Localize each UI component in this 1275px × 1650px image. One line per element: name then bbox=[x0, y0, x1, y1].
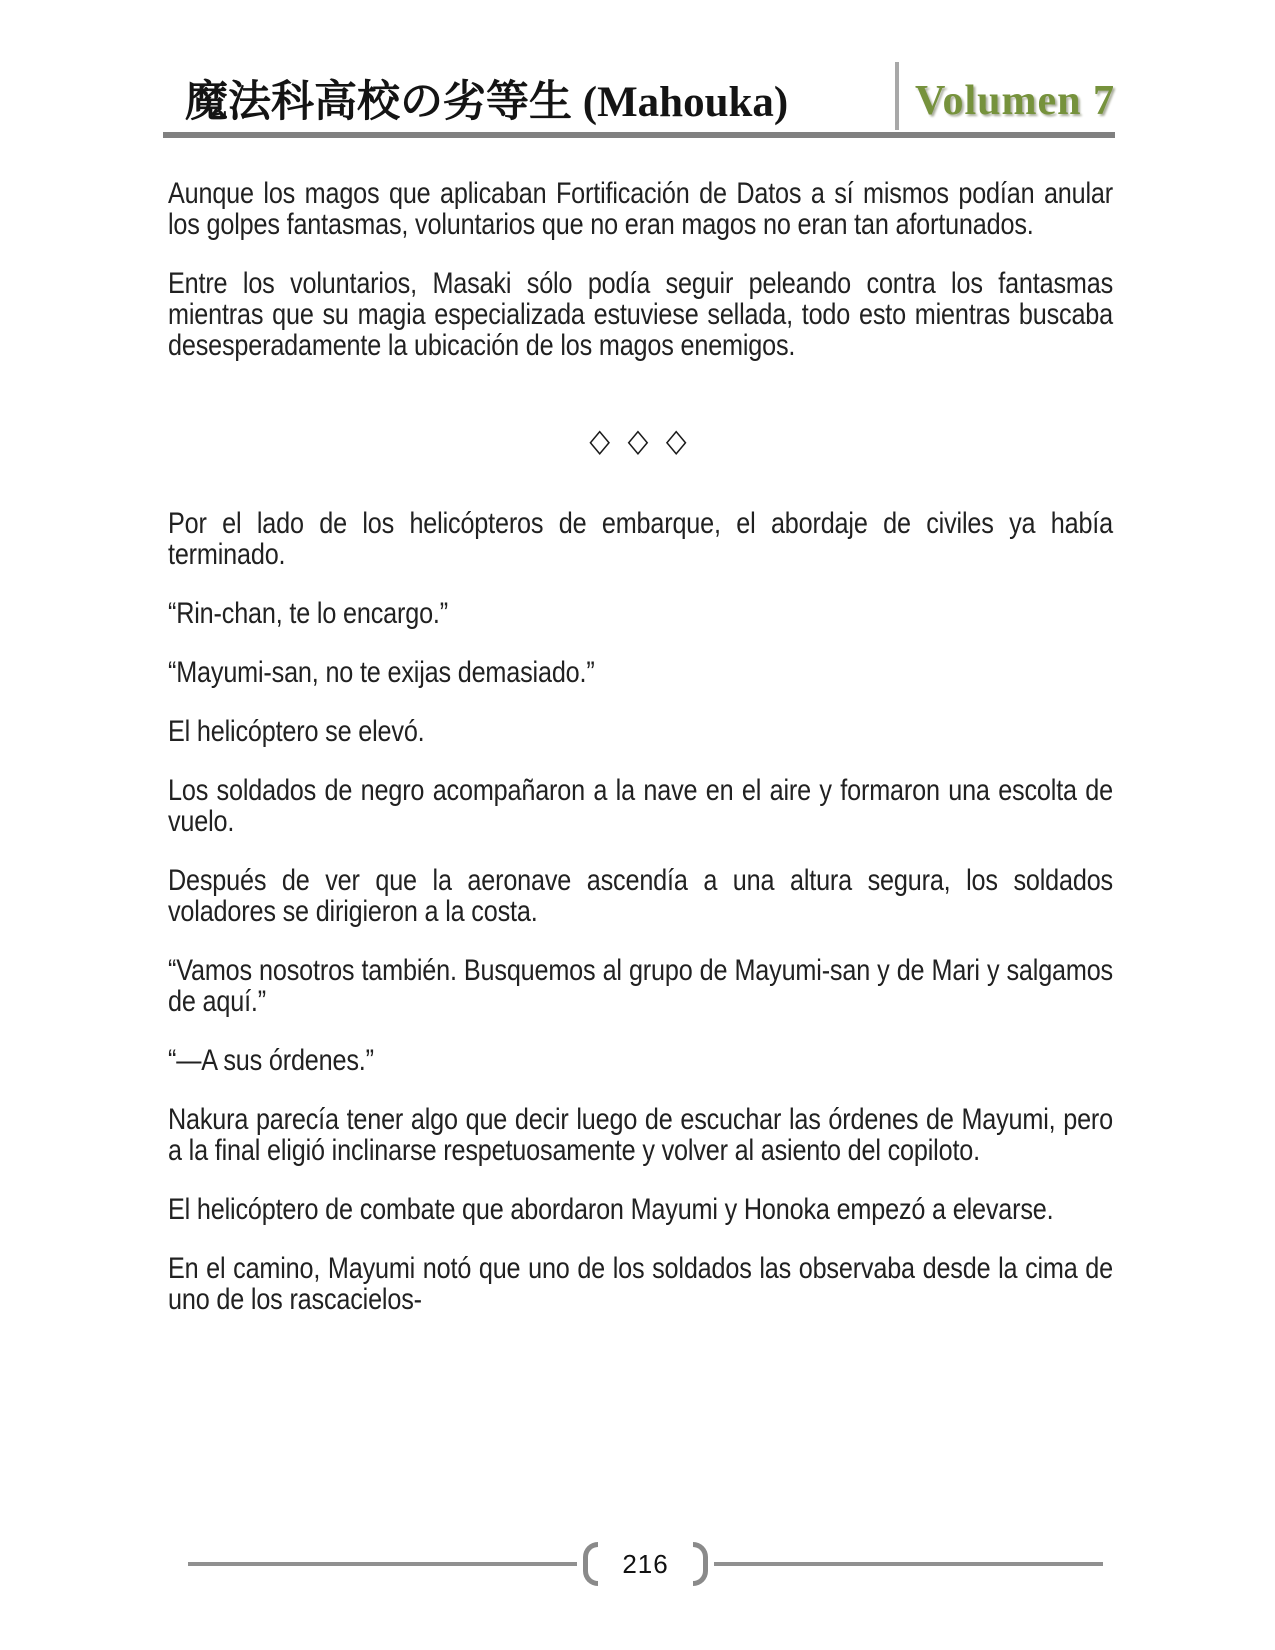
paragraph: Por el lado de los helicópteros de embarque, el abordaje de civiles ya había terminado. bbox=[168, 507, 1113, 571]
volume-label: Volumen 7 bbox=[915, 78, 1115, 124]
paragraph: “Mayumi-san, no te exijas demasiado.” bbox=[168, 656, 595, 689]
paragraph: Aunque los magos que aplicaban Fortificación de Datos a sí mismos podían anular los golpes fantasmas, voluntarios que no eran magos no eran tan afortunados. bbox=[168, 177, 1113, 241]
header-row bbox=[163, 62, 1115, 130]
page-body bbox=[168, 178, 1113, 1315]
paragraph: El helicóptero se elevó. bbox=[168, 715, 425, 748]
footer-rule-left bbox=[188, 1562, 577, 1566]
page-number-bracket-left-icon bbox=[583, 1542, 598, 1586]
paragraph: Entre los voluntarios, Masaki sólo podía seguir peleando contra los fantasmas mientras que su magia especializada estuviese sellada, todo esto mientras buscaba desesperadamente la ubicación de los magos enemigos. bbox=[168, 267, 1113, 362]
book-title: 魔法科高校の劣等生 (Mahouka) bbox=[185, 79, 789, 126]
header-rule bbox=[163, 132, 1115, 138]
paragraph: Los soldados de negro acompañaron a la nave en el aire y formaron una escolta de vuelo. bbox=[168, 774, 1113, 838]
footer-rule-right bbox=[714, 1562, 1103, 1566]
paragraph: “Vamos nosotros también. Busquemos al grupo de Mayumi-san y de Mari y salgamos de aquí.” bbox=[168, 954, 1113, 1018]
paragraph: “Rin-chan, te lo encargo.” bbox=[168, 597, 448, 630]
page-footer bbox=[188, 1542, 1103, 1586]
paragraph: “—A sus órdenes.” bbox=[168, 1044, 374, 1077]
paragraph: Después de ver que la aeronave ascendía a una altura segura, los soldados voladores se dirigieron a la costa. bbox=[168, 864, 1113, 928]
scene-break-separator: ◇ ◇ ◇ bbox=[589, 422, 692, 458]
paragraph: Nakura parecía tener algo que decir luego de escuchar las órdenes de Mayumi, pero a la final eligió inclinarse respetuosamente y volver al asiento del copiloto. bbox=[168, 1103, 1113, 1167]
paragraph: En el camino, Mayumi notó que uno de los soldados las observaba desde la cima de uno de los rascacielos- bbox=[168, 1252, 1113, 1316]
page-header bbox=[163, 62, 1115, 138]
page-number-bracket-right-icon bbox=[693, 1542, 708, 1586]
page-number: 216 bbox=[622, 1548, 669, 1579]
paragraph: El helicóptero de combate que abordaron Mayumi y Honoka empezó a elevarse. bbox=[168, 1193, 1054, 1226]
header-divider bbox=[895, 62, 899, 130]
